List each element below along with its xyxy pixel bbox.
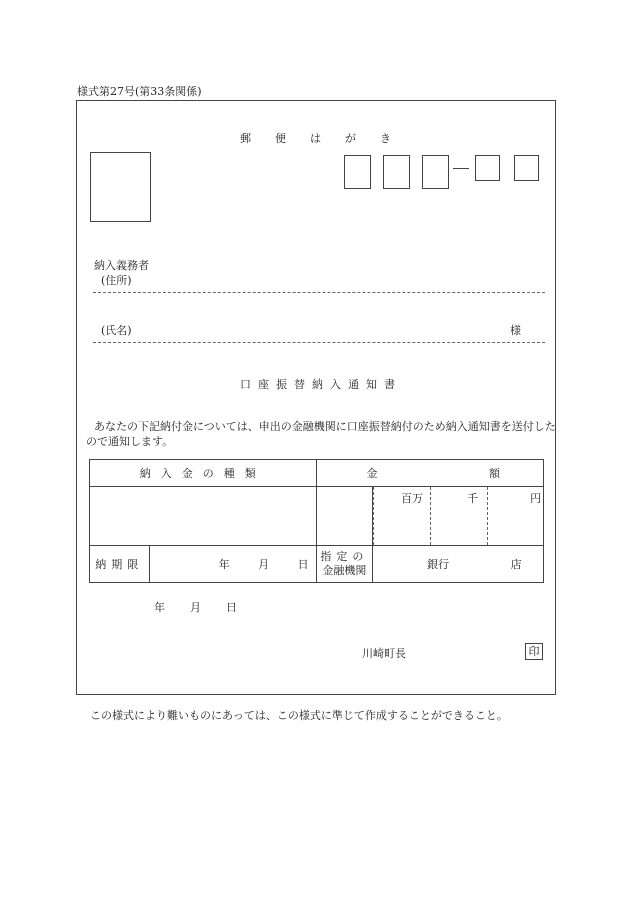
amount-divider (373, 487, 374, 545)
postcard-title: 郵便はがき (240, 132, 415, 145)
document-title: 口座振替納入通知書 (240, 378, 402, 391)
bank-cell (373, 546, 544, 583)
issue-month: 月 (190, 601, 201, 614)
due-year: 年 (218, 558, 230, 571)
amount-blank-cell (316, 487, 373, 546)
designated-label-1: 指定の (320, 550, 369, 563)
postal-code-box (383, 155, 410, 189)
due-day: 日 (297, 558, 309, 571)
amount-header-cell (316, 460, 543, 487)
designated-label-cell (316, 546, 373, 583)
postal-code-box (514, 155, 539, 181)
amount-divider (430, 487, 431, 545)
postal-code-box (344, 155, 371, 189)
name-label: (氏名) (101, 324, 132, 337)
unit-sen: 千 (467, 492, 479, 505)
designated-label-2: 金融機関 (322, 564, 367, 577)
form-number-label: 様式第27号(第33条関係) (77, 85, 202, 98)
honorific-label: 様 (510, 324, 521, 337)
address-label: (住所) (101, 274, 132, 287)
issuer-name: 川崎町長 (362, 647, 406, 660)
amount-digits-cell (373, 487, 544, 546)
stamp-box (90, 152, 151, 222)
amount-header-gaku: 額 (489, 467, 501, 480)
branch-label: 店 (510, 558, 522, 571)
unit-yen: 円 (530, 492, 542, 505)
notice-body-text: あなたの下記納付金については、申出の金融機関に口座振替納付のため納入通知書を送付したので通知します。 (86, 420, 556, 448)
kind-value-cell (90, 487, 317, 546)
kind-header-cell (90, 460, 317, 487)
name-line (93, 342, 545, 343)
payment-table (89, 459, 544, 583)
due-month: 月 (258, 558, 270, 571)
amount-header-kin: 金 (366, 467, 378, 480)
payer-label: 納入義務者 (94, 259, 149, 272)
amount-divider (487, 487, 488, 545)
issue-year: 年 (154, 601, 165, 614)
footnote: この様式により難いものにあっては、この様式に準じて作成することができること。 (90, 709, 508, 722)
issue-day: 日 (226, 601, 237, 614)
bank-label: 銀行 (427, 558, 450, 571)
postal-code-box (475, 155, 500, 181)
due-date-cell (149, 546, 316, 583)
postal-code-hyphen (453, 168, 469, 169)
seal-mark: 印 (525, 643, 543, 660)
due-label-cell (90, 546, 150, 583)
postal-code-box (422, 155, 449, 189)
due-label: 納期限 (95, 558, 144, 571)
unit-hyakuman: 百万 (401, 492, 424, 505)
kind-header: 納入金の種類 (139, 467, 266, 480)
address-line (93, 292, 545, 293)
